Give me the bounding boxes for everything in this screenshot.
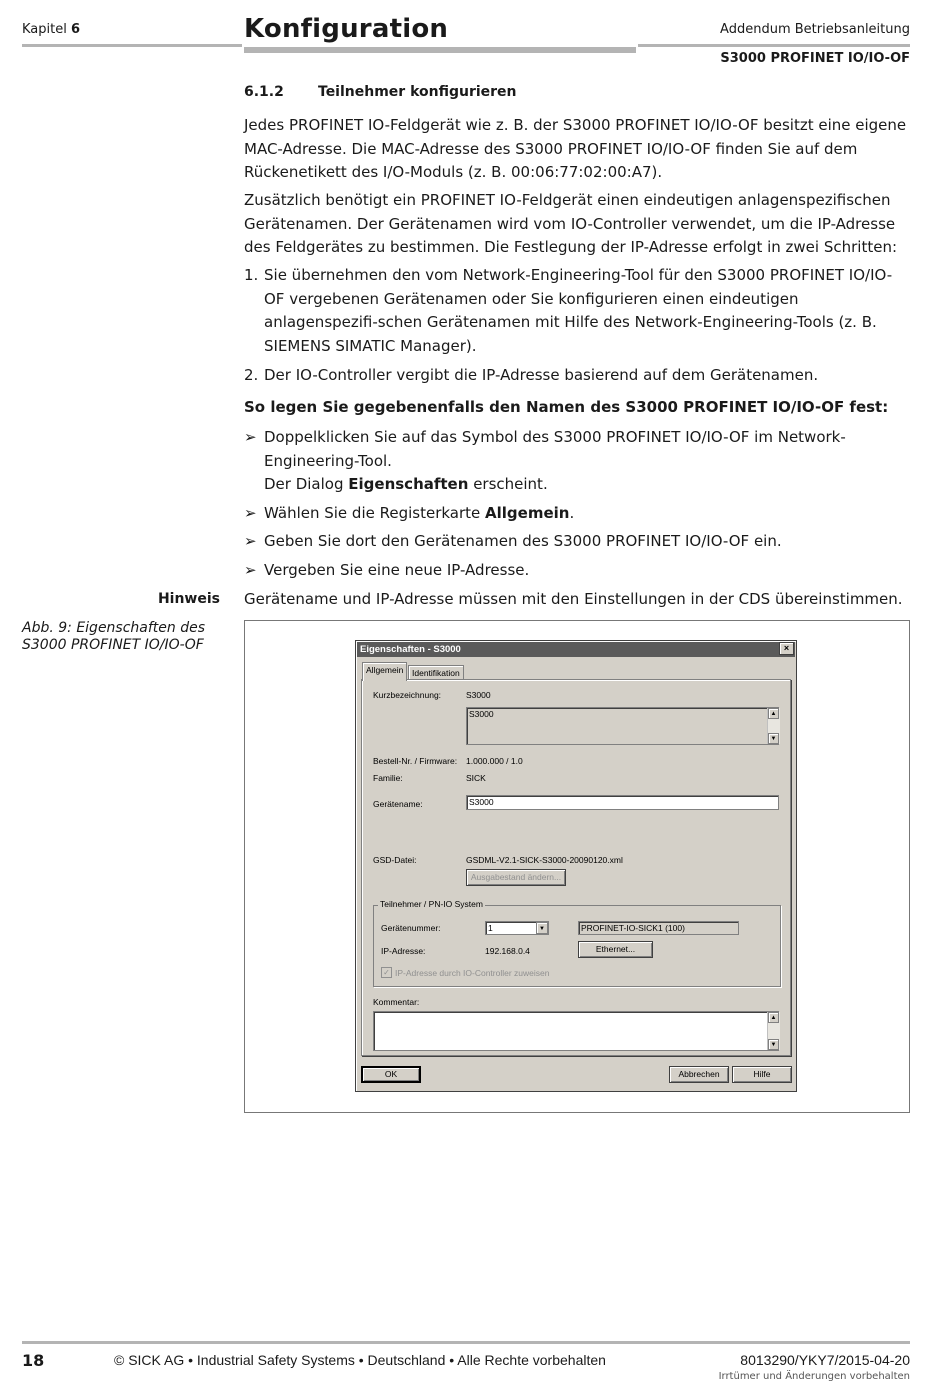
step-text: Sie übernehmen den vom Network-Engineering-Tool für den S3000 PROFINET IO/IO-OF vergebenen Gerätenamen oder Sie konfigurieren einen eindeutigen anlagenspezifi-schen Gerätenamen mit Hilfe des Network-Engineering-Tools (z. B. SIEMENS SIMATIC Manager). bbox=[264, 266, 893, 355]
action-result-pre: Der Dialog bbox=[264, 475, 349, 493]
close-icon[interactable]: × bbox=[779, 642, 794, 655]
paragraph-device-name: Zusätzlich benötigt ein PROFINET IO-Feldgerät einen eindeutigen anlagenspezifischen Gerätenamen. Der Gerätenamen wird vom IO-Controller verwendet, um die IP-Adresse des Feldgerätes zu bestimmen. Die Festlegung der IP-Adresse erfolgt in zwei Schritten: bbox=[244, 191, 898, 256]
family-label: Familie: bbox=[373, 773, 403, 783]
comment-label: Kommentar: bbox=[373, 997, 420, 1007]
arrow-icon: ➢ bbox=[244, 561, 257, 579]
action-text-bold: Allgemein bbox=[485, 504, 570, 522]
order-value: 1.000.000 / 1.0 bbox=[466, 756, 523, 766]
action-result-post: erscheint. bbox=[468, 475, 548, 493]
step-text: Der IO-Controller vergibt die IP-Adresse basierend auf dem Gerätenamen. bbox=[264, 366, 819, 384]
devname-input[interactable]: S3000 bbox=[466, 795, 779, 810]
assign-ip-label: IP-Adresse durch IO-Controller zuweisen bbox=[395, 968, 550, 978]
assign-ip-checkbox[interactable]: ✓ bbox=[381, 967, 392, 978]
action-item-1 bbox=[244, 426, 910, 497]
action-item-2 bbox=[244, 502, 910, 526]
action-text-post: . bbox=[569, 504, 575, 522]
short-value: S3000 bbox=[466, 690, 491, 700]
arrow-icon: ➢ bbox=[244, 532, 257, 550]
section-number: 6.1.2 bbox=[244, 84, 284, 100]
tab-identifikation[interactable]: Identifikation bbox=[408, 665, 464, 680]
action-text bbox=[264, 502, 910, 526]
footer-doc-number: 8013290/YKY7/2015-04-20 bbox=[740, 1352, 910, 1368]
chapter-number: 6 bbox=[70, 22, 81, 37]
ip-label: IP-Adresse: bbox=[381, 946, 426, 956]
figure-caption: Abb. 9: Eigenschaften des S3000 PROFINET IO/IO-OF bbox=[22, 620, 206, 653]
page-number: 18 bbox=[22, 1351, 45, 1370]
devnum-value: 1 bbox=[488, 923, 493, 933]
note-label: Hinweis bbox=[157, 591, 220, 607]
scroll-up-icon[interactable]: ▲ bbox=[768, 1012, 779, 1023]
header-rule-title bbox=[244, 47, 636, 53]
order-label: Bestell-Nr. / Firmware: bbox=[373, 756, 458, 766]
comment-scrollbar[interactable] bbox=[767, 1012, 780, 1050]
family-value: SICK bbox=[466, 773, 486, 783]
group-title: Teilnehmer / PN-IO System bbox=[380, 899, 483, 909]
gsd-label: GSD-Datei: bbox=[373, 855, 417, 865]
action-text: Geben Sie dort den Gerätenamen des S3000 PROFINET IO/IO-OF ein. bbox=[264, 532, 782, 550]
header-rule-right bbox=[638, 44, 910, 47]
section-title: Teilnehmer konfigurieren bbox=[318, 84, 517, 100]
action-item-3 bbox=[244, 530, 910, 554]
ethernet-button[interactable]: Ethernet... bbox=[578, 941, 653, 958]
action-text: Vergeben Sie eine neue IP-Adresse. bbox=[264, 561, 530, 579]
note-text: Gerätename und IP-Adresse müssen mit den Einstellungen in der CDS übereinstimmen. bbox=[244, 590, 903, 608]
action-result-bold: Eigenschaften bbox=[348, 475, 469, 493]
step-item-2 bbox=[244, 364, 910, 388]
properties-dialog bbox=[355, 640, 797, 1092]
description-textarea[interactable] bbox=[466, 707, 779, 745]
footer-disclaimer: Irrtümer und Änderungen vorbehalten bbox=[718, 1371, 910, 1382]
page-title: Konfiguration bbox=[244, 14, 449, 44]
procedure-heading: So legen Sie gegebenenfalls den Namen des S3000 PROFINET IO/IO-OF fest: bbox=[244, 398, 889, 416]
help-button[interactable]: Hilfe bbox=[732, 1066, 792, 1083]
step-item-1 bbox=[244, 264, 910, 358]
description-scrollbar[interactable] bbox=[767, 708, 780, 744]
action-item-4 bbox=[244, 559, 910, 583]
description-value: S3000 bbox=[469, 709, 494, 719]
short-label: Kurzbezeichnung: bbox=[373, 690, 442, 700]
cancel-button[interactable]: Abbrechen bbox=[669, 1066, 729, 1083]
step-marker: 1. bbox=[244, 266, 259, 284]
ip-value: 192.168.0.4 bbox=[485, 946, 530, 956]
pnio-system-field: PROFINET-IO-SICK1 (100) bbox=[578, 921, 739, 935]
gsd-value: GSDML-V2.1-SICK-S3000-20090120.xml bbox=[466, 855, 623, 865]
tab-allgemein[interactable]: Allgemein bbox=[362, 662, 407, 681]
footer-copyright: © SICK AG • Industrial Safety Systems • Deutschland • Alle Rechte vorbehalten bbox=[114, 1352, 606, 1368]
arrow-icon: ➢ bbox=[244, 504, 257, 522]
action-text-pre: Wählen Sie die Registerkarte bbox=[264, 504, 486, 522]
footer-rule bbox=[22, 1341, 910, 1344]
action-text-line1: Doppelklicken Sie auf das Symbol des S3000 PROFINET IO/IO-OF im Network-Engineering-Tool. bbox=[264, 428, 846, 470]
product-name: S3000 PROFINET IO/IO-OF bbox=[720, 51, 910, 66]
header-rule-left bbox=[22, 44, 242, 47]
dialog-title: Eigenschaften - S3000 bbox=[360, 644, 461, 655]
chevron-down-icon[interactable]: ▼ bbox=[536, 922, 548, 934]
tab-panel bbox=[361, 679, 791, 1056]
devname-label: Gerätename: bbox=[373, 799, 423, 809]
chapter-label bbox=[22, 22, 80, 37]
scroll-up-icon[interactable]: ▲ bbox=[768, 708, 779, 719]
scroll-down-icon[interactable]: ▼ bbox=[768, 733, 779, 744]
change-release-button[interactable]: Ausgabestand ändern... bbox=[466, 869, 566, 886]
doc-type: Addendum Betriebsanleitung bbox=[720, 22, 910, 37]
devnum-label: Gerätenummer: bbox=[381, 923, 441, 933]
step-marker: 2. bbox=[244, 366, 259, 384]
chapter-text: Kapitel bbox=[22, 22, 67, 37]
arrow-icon: ➢ bbox=[244, 428, 257, 446]
ok-button[interactable]: OK bbox=[361, 1066, 421, 1083]
action-text bbox=[264, 426, 910, 497]
paragraph-mac-address: Jedes PROFINET IO-Feldgerät wie z. B. der S3000 PROFINET IO/IO-OF besitzt eine eigene MAC-Adresse. Die MAC-Adresse des S3000 PROFINET IO/IO-OF finden Sie auf dem Rückenetikett des I/O-Moduls (z. B. 00:06:77:02:00:A7). bbox=[244, 116, 907, 181]
dialog-title-bar bbox=[357, 642, 795, 657]
scroll-down-icon[interactable]: ▼ bbox=[768, 1039, 779, 1050]
comment-textarea[interactable] bbox=[373, 1011, 779, 1051]
